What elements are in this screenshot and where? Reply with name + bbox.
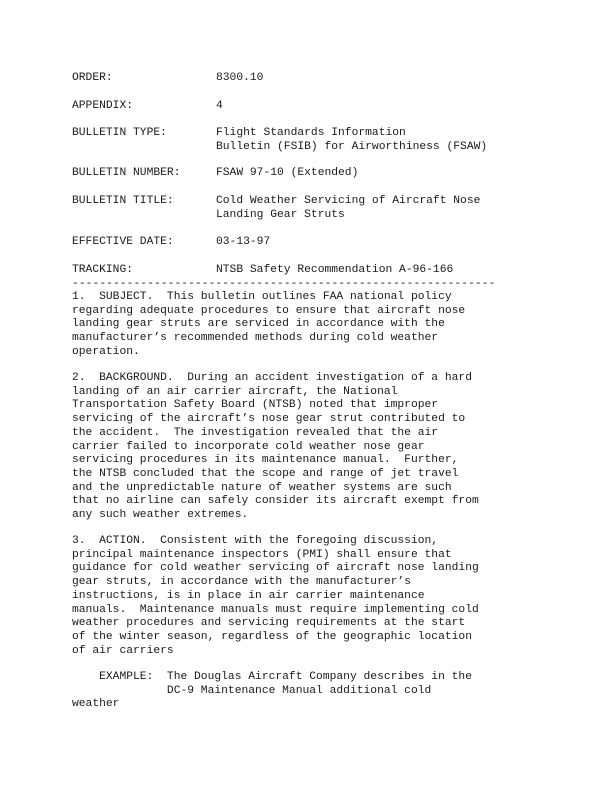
action-paragraph: 3. ACTION. Consistent with the foregoing discussion, principal maintenance inspectors (PMI) shall ensure that guidance for cold weather servicing of aircraft nose landing gear struts, in accordance with the manufacturer’s instructions, is in place in air carrier maintenance manuals. Maintenance manuals must require implementing cold weather procedures and servicing requirements at the start of the winter season, regardless of the geographic location of air carriers <box>72 535 479 657</box>
background-paragraph: 2. BACKGROUND. During an accident investigation of a hard landing of an air carrier aircraft, the National Transportation Safety Board (NTSB) noted that improper servicing of the aircraft’s nose gear strut contributed to the accident. The investigation revealed that the air carrier failed to incorporate cold weather nose gear servicing procedures in its maintenance manual. Further, the NTSB concluded that the scope and range of jet travel and the unpredictable nature of weather systems are such that no airline can safely consider its aircraft exempt from any such weather extremes. <box>72 372 479 522</box>
appendix-label: APPENDIX: <box>72 100 134 112</box>
example-paragraph: EXAMPLE: The Douglas Aircraft Company describes in the DC-9 Maintenance Manual additional cold weather <box>72 671 472 711</box>
tracking-label: TRACKING: <box>72 264 134 276</box>
effective-date-label: EFFECTIVE DATE: <box>72 236 174 248</box>
tracking-value: NTSB Safety Recommendation A-96-166 <box>216 264 454 276</box>
bulletin-title-label: BULLETIN TITLE: <box>72 195 174 207</box>
bulletin-title-value: Cold Weather Servicing of Aircraft Nose Landing Gear Struts <box>216 195 481 221</box>
header-divider: -------------------------------------------------------------- <box>72 278 496 290</box>
order-label: ORDER: <box>72 72 113 84</box>
order-value: 8300.10 <box>216 72 264 84</box>
appendix-value: 4 <box>216 100 223 112</box>
bulletin-type-value: Flight Standards Information Bulletin (FSIB) for Airworthiness (FSAW) <box>216 127 488 153</box>
bulletin-number-label: BULLETIN NUMBER: <box>72 167 181 179</box>
effective-date-value: 03-13-97 <box>216 236 271 248</box>
bulletin-type-label: BULLETIN TYPE: <box>72 127 167 139</box>
bulletin-number-value: FSAW 97-10 (Extended) <box>216 167 359 179</box>
subject-paragraph: 1. SUBJECT. This bulletin outlines FAA national policy regarding adequate procedures to ensure that aircraft nose landing gear struts are serviced in accordance with the manufacturer’s recommended methods during cold weather operation. <box>72 291 466 358</box>
